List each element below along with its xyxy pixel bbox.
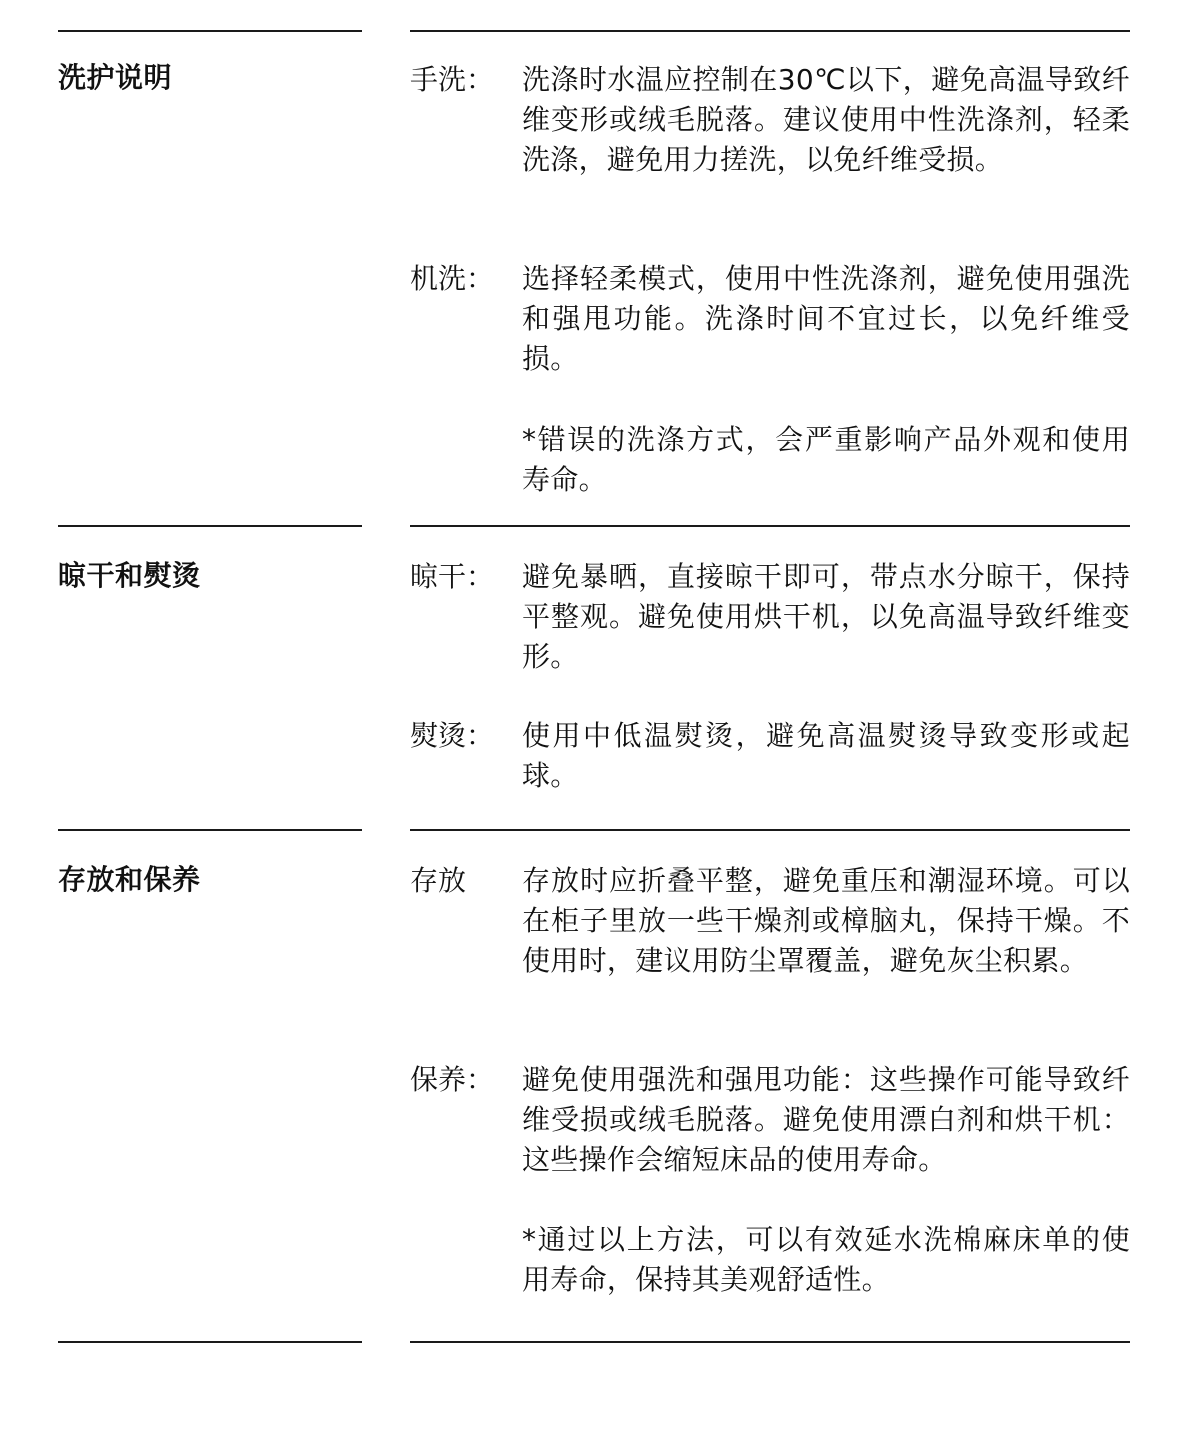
note-washing-warning: *错误的洗涤方式，会严重影响产品外观和使用寿命。 <box>522 423 1130 496</box>
entry-label-hand-wash: 手洗： <box>410 63 495 96</box>
divider-2-right <box>410 829 1130 831</box>
divider-top-right <box>410 30 1130 32</box>
entry-text-air-dry: 避免暴晒，直接晾干即可，带点水分晾干，保持平整观。避免使用烘干机，以免高温导致纤维变形。 <box>522 560 1130 673</box>
entry-label-ironing: 熨烫： <box>410 719 495 752</box>
divider-1-left <box>58 525 362 527</box>
divider-bottom-right <box>410 1341 1130 1343</box>
entry-label-storage: 存放 <box>410 864 467 897</box>
section-title-storage: 存放和保养 <box>58 863 201 896</box>
entry-machine-wash <box>410 259 1130 379</box>
entry-label-machine-wash: 机洗： <box>410 262 495 295</box>
entry-air-dry <box>410 557 1130 677</box>
entry-text-storage: 存放时应折叠平整，避免重压和潮湿环境。可以在柜子里放一些干燥剂或樟脑丸，保持干燥。不使用时，建议用防尘罩覆盖，避免灰尘积累。 <box>522 864 1130 977</box>
note-care-summary: *通过以上方法，可以有效延水洗棉麻床单的使用寿命，保持其美观舒适性。 <box>522 1223 1130 1296</box>
entry-ironing <box>410 716 1130 796</box>
divider-2-left <box>58 829 362 831</box>
entry-label-maintenance: 保养： <box>410 1063 495 1096</box>
entry-storage <box>410 861 1130 981</box>
entry-hand-wash <box>410 60 1130 180</box>
entry-text-ironing: 使用中低温熨烫，避免高温熨烫导致变形或起球。 <box>522 719 1130 792</box>
section-title-washing: 洗护说明 <box>58 61 173 94</box>
divider-1-right <box>410 525 1130 527</box>
divider-bottom-left <box>58 1341 362 1343</box>
entry-label-air-dry: 晾干： <box>410 560 495 593</box>
divider-top-left <box>58 30 362 32</box>
entry-maintenance <box>410 1060 1130 1180</box>
entry-text-machine-wash: 选择轻柔模式，使用中性洗涤剂，避免使用强洗和强甩功能。洗涤时间不宜过长，以免纤维受损。 <box>522 262 1130 375</box>
section-title-drying: 晾干和熨烫 <box>58 559 201 592</box>
entry-text-hand-wash: 洗涤时水温应控制在30℃以下，避免高温导致纤维变形或绒毛脱落。建议使用中性洗涤剂，轻柔洗涤，避免用力搓洗，以免纤维受损。 <box>522 63 1130 176</box>
entry-text-maintenance: 避免使用强洗和强甩功能：这些操作可能导致纤维受损或绒毛脱落。避免使用漂白剂和烘干机：这些操作会缩短床品的使用寿命。 <box>522 1063 1130 1176</box>
